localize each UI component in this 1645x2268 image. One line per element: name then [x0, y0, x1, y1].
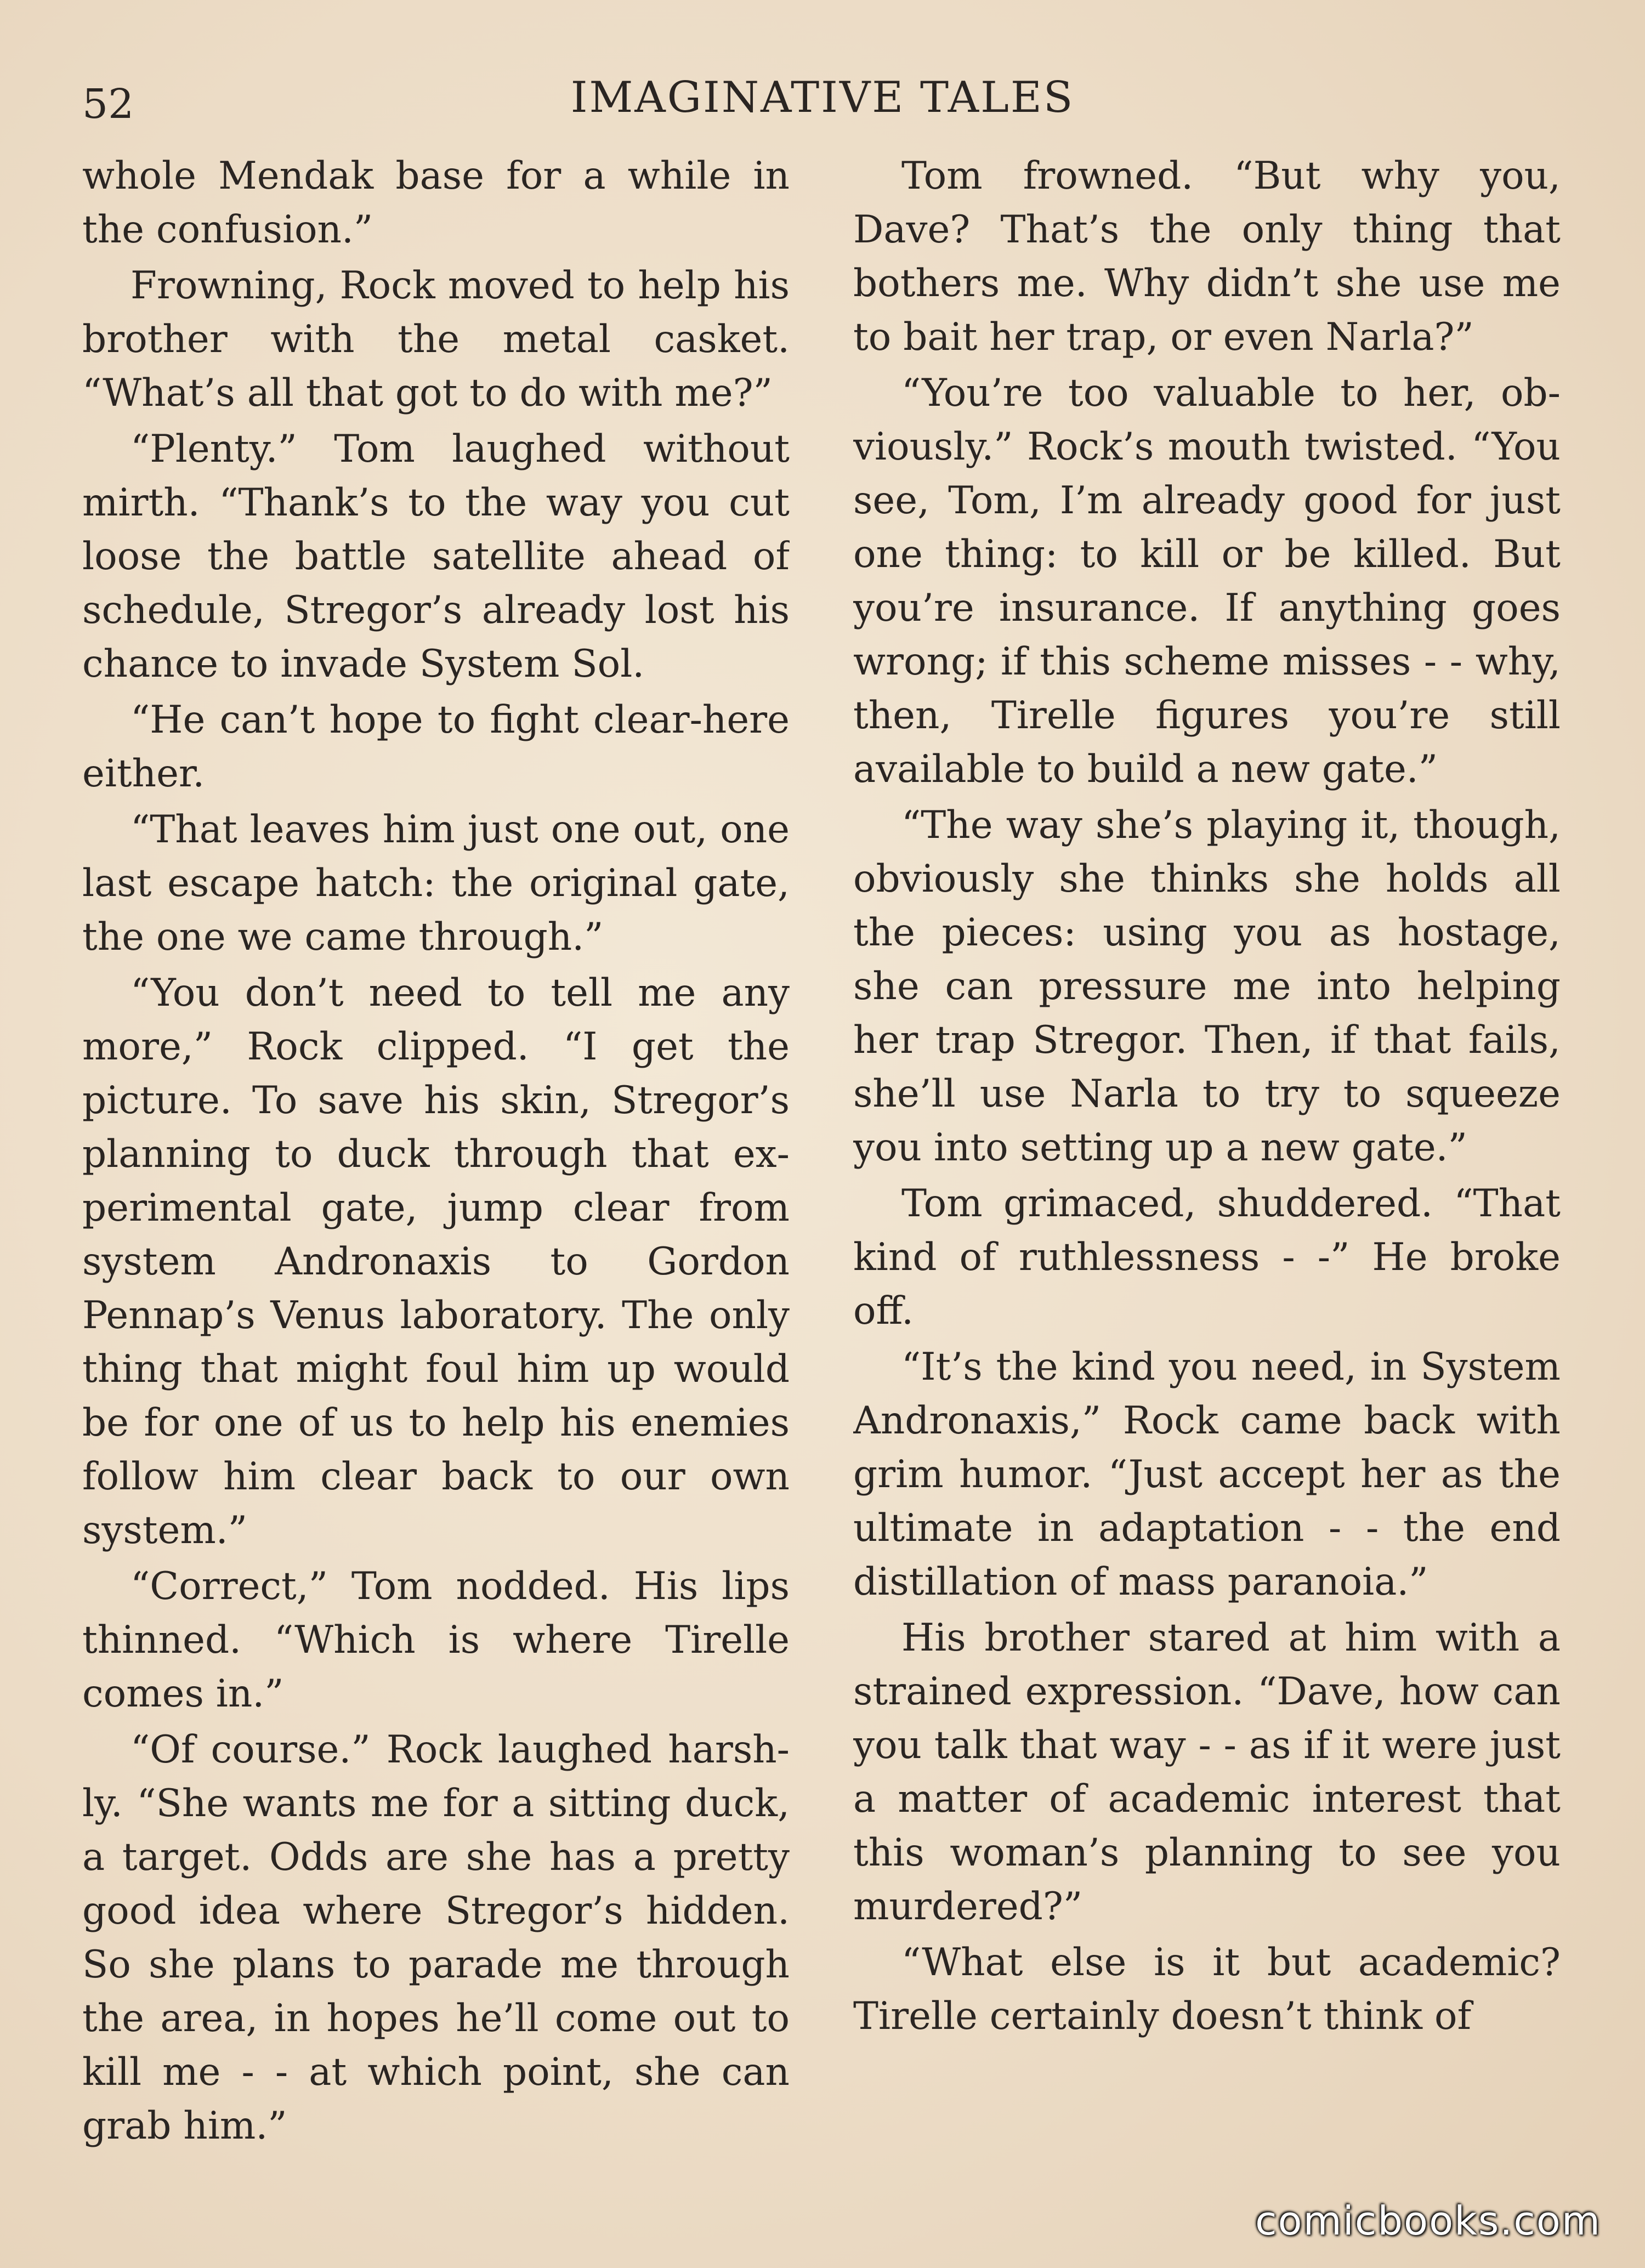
paragraph: “You’re too valuable to her, obviously.” Rock’s mouth twisted. “You see, Tom, I’m already good for just one thing: to kill or be killed. But you’re insurance. If anything goes wrong; if this scheme misses - - why, then, Tirelle figures you’re still available to build a new gate.”: [853, 371, 1561, 791]
right-column: [853, 149, 1561, 2178]
paragraph: “The way she’s playing it, though, obviously she thinks she holds all the pieces: using you as hostage, she can pressure me into helping her trap Stregor. Then, if that fails, she’ll use Narla to try to squeeze you into setting up a new gate.”: [853, 803, 1561, 1170]
paragraph: “Plenty.” Tom laughed without mirth. “Thank’s to the way you cut loose the battle satellite ahead of schedule, Stregor’s already lost his chance to invade System Sol.: [82, 427, 790, 686]
watermark: comicbooks.com: [1255, 2198, 1601, 2244]
paragraph: His brother stared at him with a strained expression. “Dave, how can you talk that way - - as if it were just a matter of academic interest that this woman’s planning to see you murdered?”: [853, 1616, 1561, 1929]
paragraph: “That leaves him just one out, one last escape hatch: the original gate, the one we came through.”: [82, 808, 790, 959]
page-header: [82, 70, 1563, 128]
paragraph: “Of course.” Rock laughed harshly. “She wants me for a sitting duck, a target. Odds are she has a pretty good idea where Stregor’s hidden. So she plans to parade me through the area, in hopes he’ll come out to kill me - - at which point, she can grab him.”: [82, 1728, 790, 2148]
paragraph: “He can’t hope to fight clear-here either.: [82, 698, 790, 796]
paragraph: “You don’t need to tell me any more,” Rock clipped. “I get the picture. To save his skin, Stregor’s planning to duck through that experimental gate, jump clear from system Andronaxis to Gordon Pennap’s Venus laboratory. The only thing that might foul him up would be for one of us to help his enemies follow him clear back to our own system.”: [82, 971, 790, 1552]
paragraph: “Correct,” Tom nodded. His lips thinned. “Which is where Tirelle comes in.”: [82, 1564, 790, 1716]
running-title: IMAGINATIVE TALES: [570, 73, 1075, 122]
paragraph: Frowning, Rock moved to help his brother with the metal casket. “What’s all that got to do with me?”: [82, 264, 790, 415]
paragraph: “It’s the kind you need, in System Andronaxis,” Rock came back with grim humor. “Just accept her as the ultimate in adaptation - - the end distillation of mass paranoia.”: [853, 1345, 1561, 1604]
left-column: [82, 149, 790, 2178]
page-number: 52: [82, 81, 134, 128]
paragraph: “What else is it but academic? Tirelle certainly doesn’t think of: [853, 1941, 1561, 2038]
paragraph: whole Mendak base for a while in the confusion.”: [82, 154, 790, 252]
paragraph: Tom grimaced, shuddered. “That kind of ruthlessness - -” He broke off.: [853, 1182, 1561, 1333]
paragraph: Tom frowned. “But why you, Dave? That’s the only thing that bothers me. Why didn’t she use me to bait her trap, or even Narla?”: [853, 154, 1561, 359]
